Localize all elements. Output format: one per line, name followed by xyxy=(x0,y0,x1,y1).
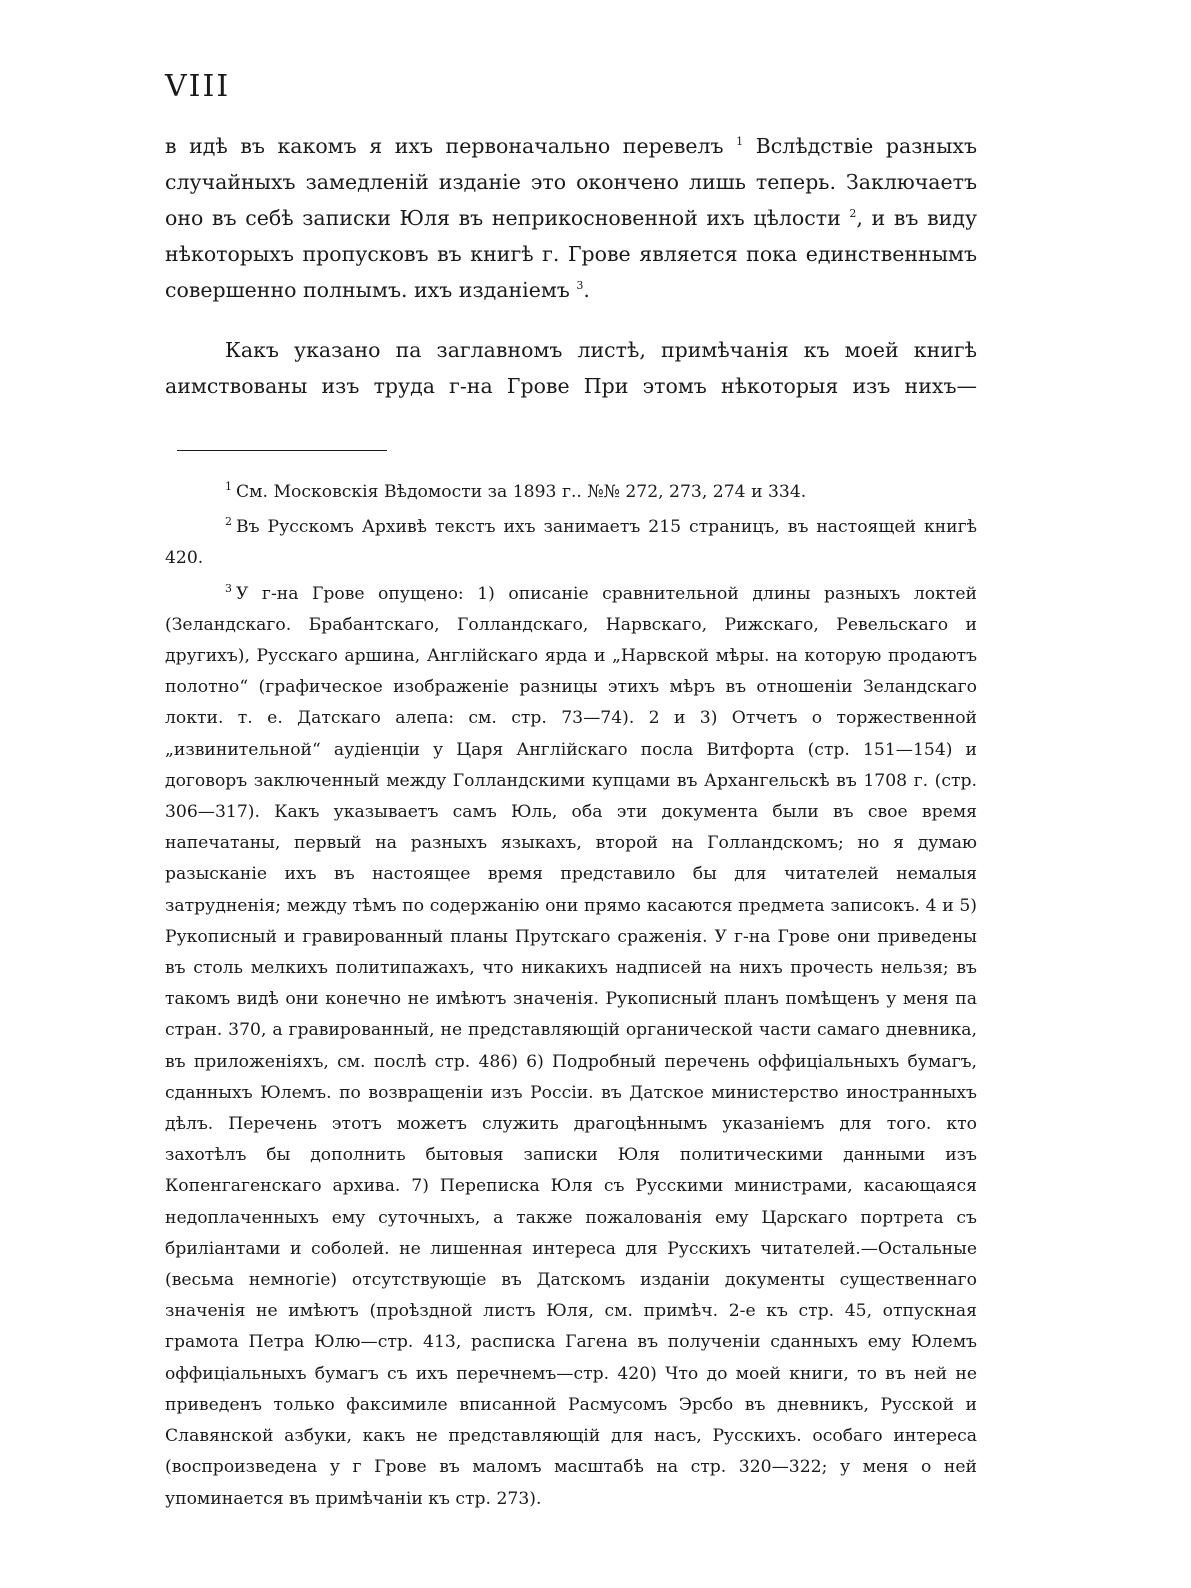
footnote-divider xyxy=(177,450,387,451)
footnote-1 xyxy=(165,477,977,508)
paragraph-2: Какъ указано па заглавномъ листѣ, примѣчанія къ моей книгѣ аимствованы изъ труда г-на Грове При этомъ нѣкоторыя изъ нихъ— xyxy=(165,338,977,398)
footnote-2-mark: 2 xyxy=(225,515,232,529)
footnote-1-text: См. Московскія Вѣдомости за 1893 г.. №№ 272, 273, 274 и 334. xyxy=(236,482,807,502)
footnote-ref-1: 1 xyxy=(736,135,744,149)
paragraph-1-text-end: . xyxy=(583,278,590,302)
main-text xyxy=(165,128,977,404)
paragraph-1 xyxy=(165,128,977,308)
page-number: VIII xyxy=(165,69,231,104)
paragraph-1-text-b: Вслѣдствіе разныхъ случайныхъ замедленій изданіе это окончено лишь теперь. Заключаетъ оно въ себѣ записки Юля въ неприкосновенной ихъ цѣлости xyxy=(165,134,977,230)
footnote-3-text: У г-на Грове опущено: 1) описаніе сравнительной длины разныхъ локтей (Зеландскаго. Брабантскаго, Голландскаго, Нарвскаго, Рижскаго, Ревельскаго и другихъ), Русскаго аршина, Англійскаго ярда и „Нарвской мѣры. на которую продаютъ полотно“ (графическое изображеніе разницы этихъ мѣръ въ отношеніи Зеландскаго локти. т. е. Датскаго алепа: см. стр. 73—74). 2 и 3) Отчетъ о торжественной „извинительной“ аудіенціи у Царя Англійскаго посла Витфорта (стр. 151—154) и договоръ заключенный между Голландскими купцами въ Архангельскѣ въ 1708 г. (стр. 306—317). Какъ указываетъ самъ Юль, оба эти документа были въ свое время напечатаны, первый на разныхъ языкахъ, второй на Голландскомъ; но я думаю разысканіе ихъ въ настоящее время представило бы для читателей немалыя затрудненія; между тѣмъ по содержанію они прямо касаются предмета записокъ. 4 и 5) Рукописный и гравированный планы Прутскаго сраженія. У г-на Грове они приведены въ столь мелкихъ политипажахъ, что никакихъ надписей на нихъ прочесть нельзя; въ такомъ видѣ они конечно не имѣютъ значенія. Рукописный планъ помѣщенъ у меня па стран. 370, а гравированный, не представляющій органической части самаго дневника, въ приложеніяхъ, см. послѣ стр. 486) 6) Подробный перечень оффиціальныхъ бумагъ, сданныхъ Юлемъ. по возвращеніи изъ Россіи. въ Датское министерство иностранныхъ дѣлъ. Перечень этотъ можетъ служить драгоцѣннымъ указаніемъ для того. кто захотѣлъ бы дополнить бытовыя записки Юля политическими данными изъ Копенгагенскаго архива. 7) Переписка Юля съ Русскими министрами, касающаяся недоплаченныхъ ему суточныхъ, а также пожалованія ему Царскаго портрета съ бриліантами и соболей. не лишенная интереса для Русскихъ читателей.—Остальные (весьма немногіе) отсутствующіе въ Датскомъ изданіи документы существеннаго значенія не имѣютъ (проѣздной листъ Юля, см. примѣч. 2-е къ стр. 45, отпускная грамота Петра Юлю—стр. 413, расписка Гагена въ полученіи сданныхъ ему Юлемъ оффиціальныхъ бумагъ съ ихъ перечнемъ—стр. 420) Что до моей книги, то въ ней не приведенъ только факсимиле вписанной Расмусомъ Эрсбо въ дневникъ, Русской и Славянской азбуки, какъ не представляющій для насъ, Русскихъ. особаго интереса (воспроизведена у г Грове въ маломъ масштабѣ на стр. 320—322; у меня о ней упоминается въ примѣчаніи къ стр. 273). xyxy=(165,583,977,1509)
footnote-3 xyxy=(165,579,977,1515)
footnote-2-text: Въ Русскомъ Архивѣ текстъ ихъ занимаетъ 215 страницъ, въ настоящей книгѣ 420. xyxy=(165,517,977,569)
footnote-ref-2: 2 xyxy=(849,207,857,221)
paragraph-1-text-c: , и въ виду нѣкоторыхъ пропусковъ въ книгѣ г. Грове является пока единственнымъ совершенно полнымъ. ихъ изданіемъ xyxy=(165,206,978,302)
paragraph-1-text-a: в идѣ въ какомъ я ихъ первоначально перевелъ xyxy=(165,134,737,158)
book-page xyxy=(165,69,978,1515)
footnote-3-mark: 3 xyxy=(225,581,232,595)
footnote-ref-3: 3 xyxy=(576,279,584,293)
footnotes xyxy=(165,477,977,1515)
footnote-1-mark: 1 xyxy=(225,480,232,494)
footnote-2 xyxy=(165,512,977,574)
